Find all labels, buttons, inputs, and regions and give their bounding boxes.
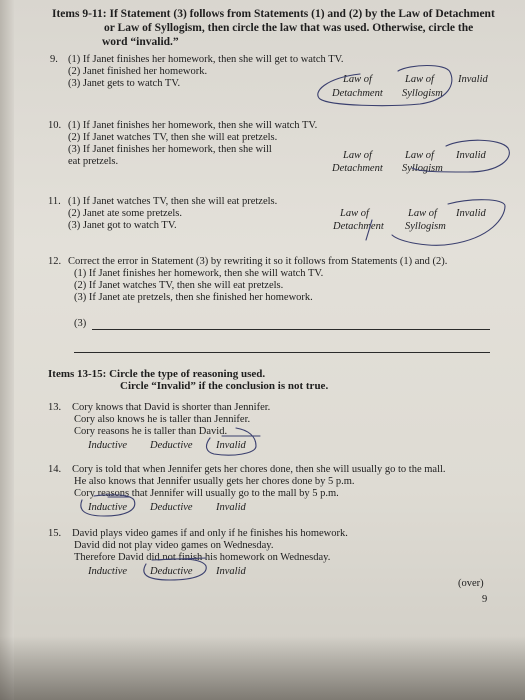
item-9-number: 9. [50,54,58,65]
item-13-line-1: Cory knows that David is shorter than Jennifer. [72,402,271,413]
item-11-strike-mark [366,220,372,240]
item-15-number: 15. [48,528,62,539]
item-10-choice-detachment-a[interactable]: Law of [343,150,372,161]
item-12-prompt: Correct the error in Statement (3) by rewriting it so it follows from Statements (1) and (2). [68,256,448,267]
item-15-line-1: David plays video games if and only if he finishes his homework. [72,528,348,539]
item-14-line-1: Cory is told that when Jennifer gets her chores done, then she will usually go to the mall. [72,464,446,475]
item-11-number: 11. [48,196,61,207]
instructions-line-1: Items 9-11: If Statement (3) follows from Statements (1) and (2) by the Law of Detachment [52,8,495,20]
section-2-heading: Items 13-15: Circle the type of reasoning used. [48,368,266,380]
item-12-statement-3: (3) If Janet ate pretzels, then she finished her homework. [74,292,313,303]
item-9-statement-2: (2) Janet finished her homework. [68,66,208,77]
item-12-number: 12. [48,256,62,267]
item-11-choice-detachment-b[interactable]: Detachment [333,221,384,232]
item-12-statement-2: (2) If Janet watches TV, then she will eat pretzels. [74,280,284,291]
item-13-number: 13. [48,402,62,413]
instructions-line-2: or Law of Syllogism, then circle the law that was used. Otherwise, circle the [104,22,474,34]
item-9-choice-invalid[interactable]: Invalid [458,74,488,85]
item-15-choice-inductive[interactable]: Inductive [88,566,128,577]
instructions-line-3: word “invalid.” [102,36,179,48]
item-11-choice-detachment-a[interactable]: Law of [340,208,369,219]
item-10-circle-mark [412,140,509,172]
item-10-statement-2: (2) If Janet watches TV, then she will eat pretzels. [68,132,278,143]
item-9-choice-detachment-b[interactable]: Detachment [332,88,383,99]
item-11-choice-syllogism-a[interactable]: Law of [408,208,437,219]
item-14-number: 14. [48,464,62,475]
item-9-choice-syllogism-a[interactable]: Law of [405,74,434,85]
item-12-statement-1: (1) If Janet finishes her homework, then she will watch TV. [74,268,324,279]
item-15-choice-invalid[interactable]: Invalid [216,566,246,577]
item-10-choice-detachment-b[interactable]: Detachment [332,163,383,174]
item-11-statement-3: (3) Janet got to watch TV. [68,220,177,231]
item-12-answer-label: (3) [74,318,87,329]
section-2-subheading: Circle “Invalid” if the conclusion is not true. [120,380,329,392]
item-10-number: 10. [48,120,62,131]
item-11-choice-invalid[interactable]: Invalid [456,208,486,219]
item-14-line-2: He also knows that Jennifer usually gets her chores done by 5 p.m. [74,476,355,487]
item-10-choice-syllogism-a[interactable]: Law of [405,150,434,161]
item-14-circle-mark [81,495,135,516]
item-14-line-3: Cory reasons that Jennifer will usually go to the mall by 5 p.m. [74,488,339,499]
item-15-circle-mark [144,559,206,580]
page-bottom-shadow [0,636,525,700]
item-9-choice-syllogism-b[interactable]: Syllogism [402,88,443,99]
item-11-choice-syllogism-b[interactable]: Syllogism [405,221,446,232]
item-13-line-2: Cory also knows he is taller than Jennifer. [74,414,251,425]
item-13-choice-inductive[interactable]: Inductive [88,440,128,451]
over-note: (over) [458,578,484,589]
item-15-line-3: Therefore David did not finish his homework on Wednesday. [74,552,331,563]
item-14-choice-inductive[interactable]: Inductive [88,502,128,513]
item-13-choice-invalid[interactable]: Invalid [216,440,246,451]
page-number: 9 [482,594,488,605]
item-11-statement-1: (1) If Janet watches TV, then she will eat pretzels. [68,196,278,207]
item-10-choice-invalid[interactable]: Invalid [456,150,486,161]
item-13-choice-deductive[interactable]: Deductive [150,440,193,451]
item-15-line-2: David did not play video games on Wednesday. [74,540,274,551]
item-11-statement-2: (2) Janet ate some pretzels. [68,208,182,219]
item-9-statement-1: (1) If Janet finishes her homework, then she will get to watch TV. [68,54,344,65]
item-9-statement-3: (3) Janet gets to watch TV. [68,78,181,89]
item-13-line-3: Cory reasons he is taller than David. [74,426,228,437]
item-9-circle-mark [318,66,452,106]
item-11-circle-mark [392,200,505,246]
item-10-choice-syllogism-b[interactable]: Syllogism [402,163,443,174]
item-15-choice-deductive[interactable]: Deductive [150,566,193,577]
item-10-statement-3b: eat pretzels. [68,156,119,167]
item-10-statement-1: (1) If Janet finishes her homework, then she will watch TV. [68,120,318,131]
item-10-statement-3a: (3) If Janet finishes her homework, then she will [68,144,272,155]
item-13-circle-mark [207,428,256,455]
item-14-choice-invalid[interactable]: Invalid [216,502,246,513]
item-14-choice-deductive[interactable]: Deductive [150,502,193,513]
item-9-choice-detachment-a[interactable]: Law of [343,74,372,85]
